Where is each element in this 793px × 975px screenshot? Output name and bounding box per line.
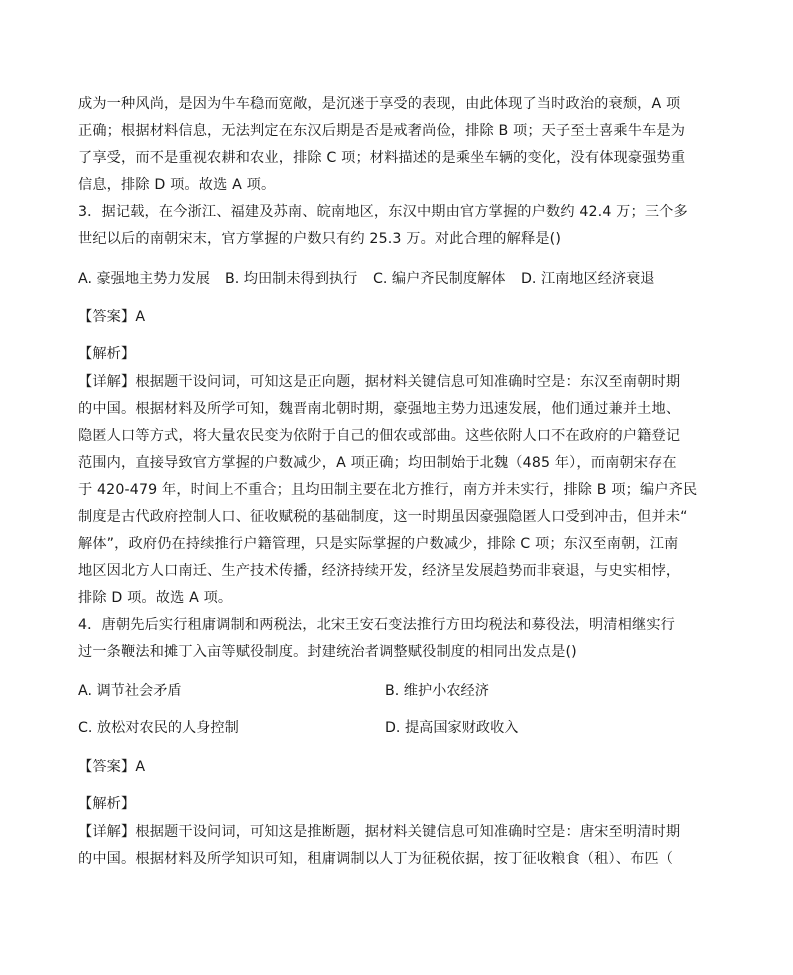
q4-answer: 【答案】A: [78, 759, 146, 775]
q4-option-b: B. 维护小农经济: [385, 683, 489, 699]
q3-analysis-line-2: 的中国。根据材料及所学可知，魏晋南北朝时期，豪强地主势力迅速发展，他们通过兼并土地、: [78, 401, 681, 417]
q3-analysis-line-1: 【详解】根据题干设问词，可知这是正向题，据材料关键信息可知准确时空是：东汉至南朝时期: [78, 374, 681, 390]
q3-analysis-title: 【解析】: [78, 346, 136, 362]
intro-line-4: 信息，排除 D 项。故选 A 项。: [78, 177, 276, 193]
q3-stem-line-2: 世纪以后的南朝宋末，官方掌握的户数只有约 25.3 万。对此合理的解释是(): [78, 231, 562, 247]
q4-option-a: A. 调节社会矛盾: [78, 683, 182, 699]
q3-answer: 【答案】A: [78, 309, 146, 325]
q3-analysis-line-3: 隐匿人口等方式，将大量农民变为依附于自己的佃农或部曲。这些依附人口不在政府的户籍登记: [78, 428, 681, 444]
q4-stem-line-1: 4．唐朝先后实行租庸调制和两税法，北宋王安石变法推行方田均税法和募役法，明清相继实行: [78, 617, 676, 633]
q3-analysis-line-8: 地区因北方人口南迁、生产技术传播，经济持续开发，经济呈发展趋势而非衰退，与史实相悖，: [78, 563, 681, 579]
q3-option-a: A. 豪强地主势力发展: [78, 271, 210, 287]
q4-stem-line-2: 过一条鞭法和摊丁入亩等赋役制度。封建统治者调整赋役制度的相同出发点是(): [78, 644, 577, 660]
intro-line-1: 成为一种风尚，是因为牛车稳而宽敞，是沉迷于享受的表现，由此体现了当时政治的衰颓，A 项: [78, 96, 681, 112]
q4-analysis-title: 【解析】: [78, 796, 136, 812]
q3-analysis-line-7: 解体”，政府仍在持续推行户籍管理，只是实际掌握的户数减少，排除 C 项；东汉至南朝，江南: [78, 536, 679, 552]
intro-line-3: 了享受，而不是重视农耕和农业，排除 C 项；材料描述的是乘坐车辆的变化，没有体现豪强势重: [78, 150, 686, 166]
q3-analysis-line-9: 排除 D 项。故选 A 项。: [78, 590, 233, 606]
q4-option-d: D. 提高国家财政收入: [385, 720, 519, 736]
q3-analysis-line-6: 制度是古代政府控制人口、征收赋税的基础制度，这一时期虽因豪强隐匿人口受到冲击，但并未“: [78, 509, 688, 525]
q4-option-c: C. 放松对农民的人身控制: [78, 720, 239, 736]
q3-option-b: B. 均田制未得到执行: [225, 271, 358, 287]
q3-analysis-line-4: 范围内，直接导致官方掌握的户数减少，A 项正确；均田制始于北魏（485 年），而南朝宋存在: [78, 455, 677, 471]
q3-stem-line-1: 3．据记载，在今浙江、福建及苏南、皖南地区，东汉中期由官方掌握的户数约 42.4 万；三个多: [78, 204, 688, 220]
q4-analysis-line-2: 的中国。根据材料及所学知识可知，租庸调制以人丁为征税依据，按丁征收粮食（租）、布匹（: [78, 851, 674, 867]
q3-option-c: C. 编户齐民制度解体: [373, 271, 506, 287]
q3-option-d: D. 江南地区经济衰退: [521, 271, 655, 287]
intro-line-2: 正确；根据材料信息，无法判定在东汉后期是否是戒奢尚俭，排除 B 项；天子至士喜乘牛车是为: [78, 123, 686, 139]
q4-analysis-line-1: 【详解】根据题干设问词，可知这是推断题，据材料关键信息可知准确时空是：唐宋至明清时期: [78, 824, 681, 840]
q3-analysis-line-5: 于 420-479 年，时间上不重合；且均田制主要在北方推行，南方并未实行，排除 B 项；编户齐民: [78, 482, 698, 498]
